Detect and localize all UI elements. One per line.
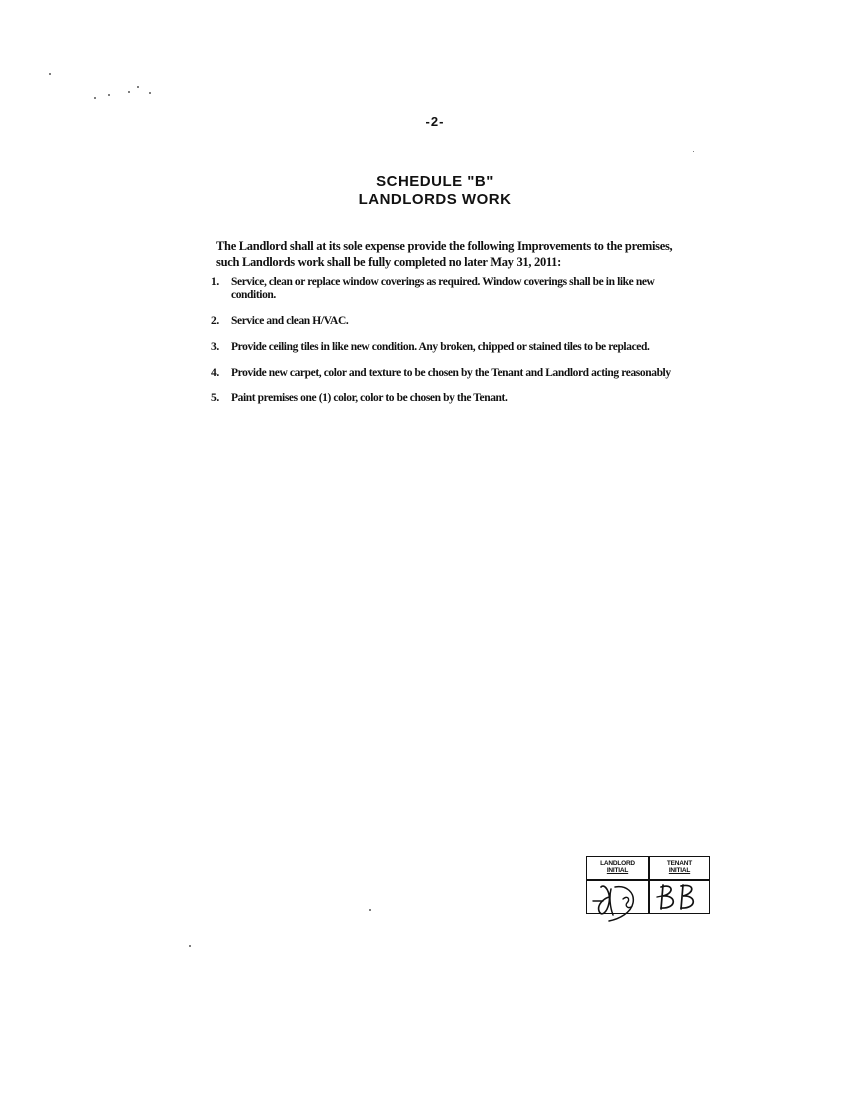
item-text: Paint premises one (1) color, color to be chosen by the Tenant. [231,392,508,404]
scan-speck [693,151,694,152]
list-item [211,392,681,405]
tenant-initial-label: TENANT INITIAL [666,860,693,874]
item-number: 3. [211,341,219,353]
landlord-initial-label: LANDLORD INITIAL [600,860,635,874]
schedule-title: SCHEDULE "B" [376,173,494,190]
initials-box [586,856,710,914]
scan-speck [189,945,191,947]
list-item [211,315,681,328]
scan-speck [137,86,139,88]
scan-speck [49,73,51,75]
scan-speck [128,91,130,93]
list-item [211,341,681,354]
item-number: 4. [211,367,219,379]
item-text: Provide ceiling tiles in like new condition. Any broken, chipped or stained tiles to be replaced. [231,341,650,353]
scan-speck [369,909,371,911]
item-text: Service, clean or replace window coverings as required. Window coverings shall be in like new condition. [231,276,655,301]
tenant-signature [653,881,707,913]
item-number: 5. [211,392,219,404]
item-number: 1. [211,276,219,288]
list-item [211,367,681,380]
page-number: -2- [425,114,445,129]
item-number: 2. [211,315,219,327]
intro-paragraph: The Landlord shall at its sole expense provide the following Improvements to the premises, such Landlords work shall be fully completed no later May 31, 2011: [216,239,673,269]
list-item [211,276,681,302]
scan-speck [149,92,151,94]
scan-speck [108,94,110,96]
item-text: Provide new carpet, color and texture to be chosen by the Tenant and Landlord acting reasonably [231,367,671,379]
schedule-subtitle: LANDLORDS WORK [358,191,512,208]
scan-speck [94,97,96,99]
item-text: Service and clean H/VAC. [231,315,349,327]
work-items-list [211,276,681,405]
landlord-signature [589,881,649,929]
